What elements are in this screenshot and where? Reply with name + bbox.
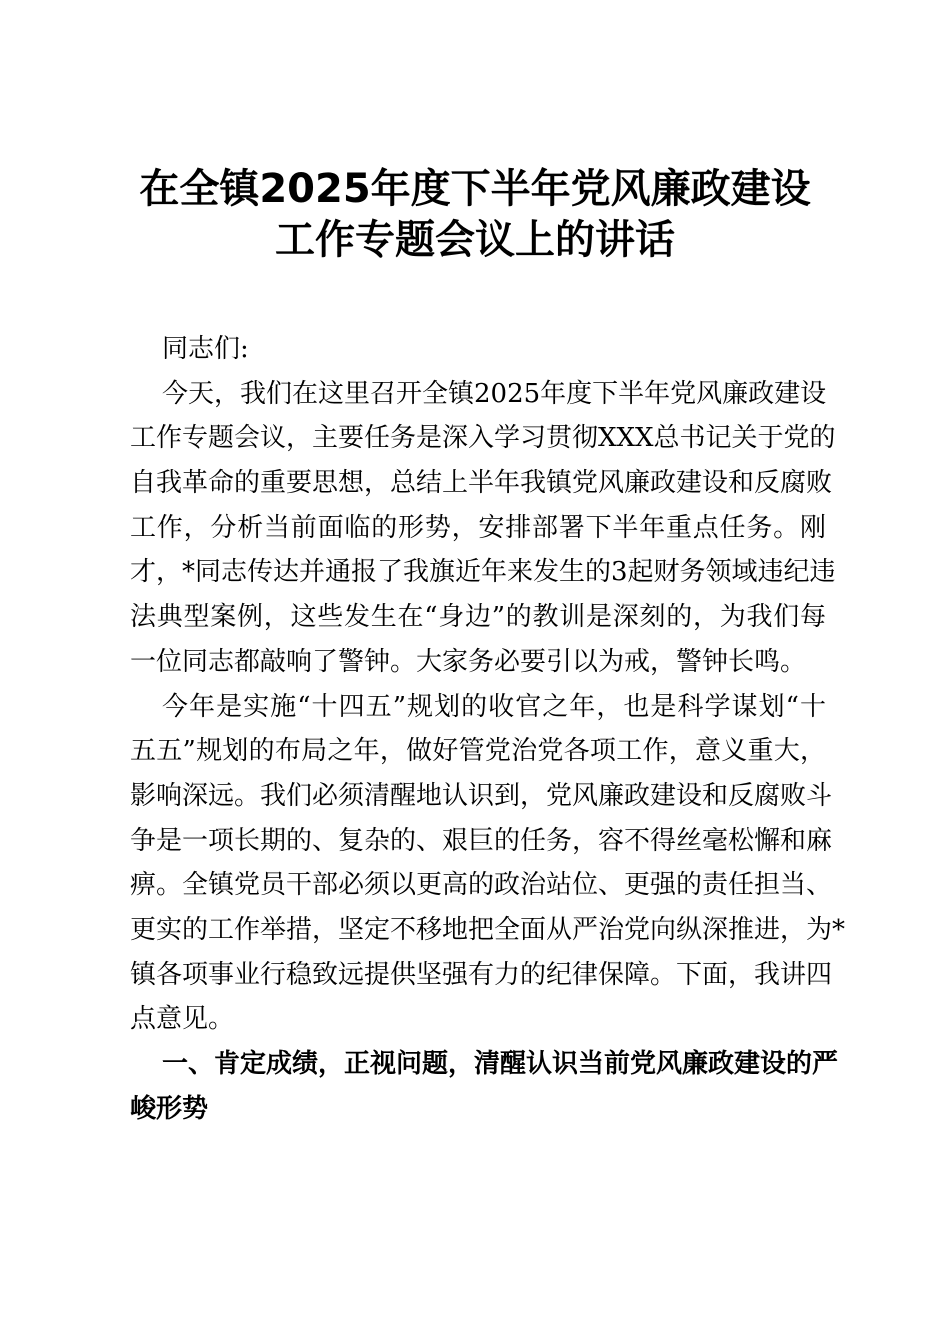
document-title	[100, 164, 850, 266]
text-line: 争是一项长期的、复杂的、艰巨的任务，容不得丝毫松懈和麻	[130, 825, 833, 856]
text-line: 一位同志都敲响了警钟。大家务必要引以为戒，警钟长鸣。	[130, 646, 807, 677]
text-line: 五五”规划的布局之年，做好管党治党各项工作，意义重大，	[130, 736, 826, 767]
text-line: 更实的工作举措，坚定不移地把全面从严治党向纵深推进，为*	[130, 914, 846, 945]
text-line: 才，*同志传达并通报了我旗近年来发生的3起财务领域违纪违	[130, 557, 836, 588]
section-heading	[130, 1042, 839, 1131]
heading-line: 峻形势	[130, 1093, 209, 1124]
salutation: 同志们:	[162, 334, 249, 364]
document-body	[130, 327, 846, 1131]
text-line: 法典型案例，这些发生在“身边”的教训是深刻的，为我们每	[130, 602, 826, 633]
text-line: 今年是实施“十四五”规划的收官之年，也是科学谋划“十	[162, 691, 826, 722]
text-line: 痹。全镇党员干部必须以更高的政治站位、更强的责任担当、	[130, 870, 833, 901]
title-line: 在全镇2025年度下半年党风廉政建设	[139, 166, 811, 212]
text-line: 影响深远。我们必须清醒地认识到，党风廉政建设和反腐败斗	[130, 780, 833, 811]
text-line: 点意见。	[130, 1004, 235, 1035]
text-line: 自我革命的重要思想，总结上半年我镇党风廉政建设和反腐败	[130, 468, 833, 499]
text-line: 工作，分析当前面临的形势，安排部署下半年重点任务。刚	[130, 512, 826, 543]
paragraph-2	[130, 685, 846, 1043]
title-line: 工作专题会议上的讲话	[275, 217, 675, 263]
paragraph-1	[130, 372, 836, 685]
text-line: 镇各项事业行稳致远提供坚强有力的纪律保障。下面，我讲四	[130, 959, 833, 990]
heading-line: 一、肯定成绩，正视问题，清醒认识当前党风廉政建设的严	[162, 1049, 839, 1079]
text-line: 今天，我们在这里召开全镇2025年度下半年党风廉政建设	[162, 378, 827, 409]
text-line: 工作专题会议，主要任务是深入学习贯彻XXX总书记关于党的	[130, 423, 836, 454]
